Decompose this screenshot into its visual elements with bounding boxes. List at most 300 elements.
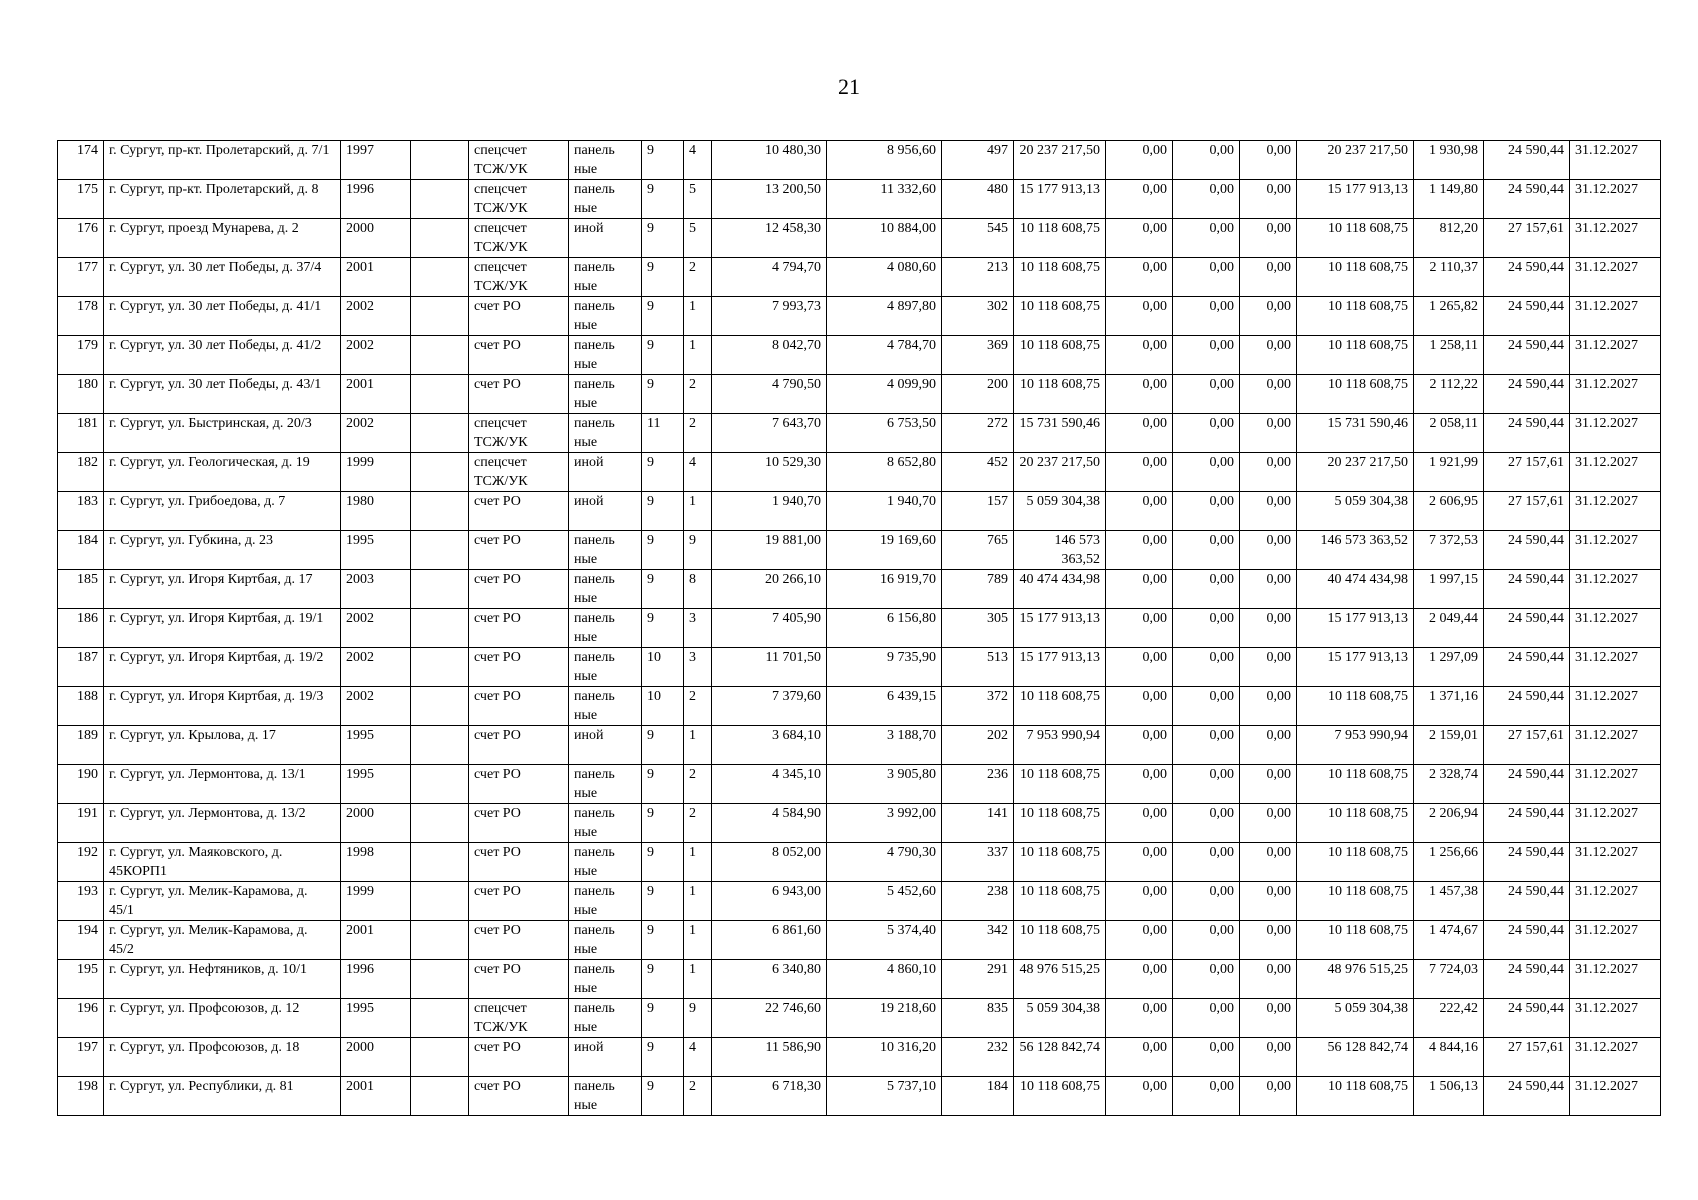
row-number-cell: 180 — [58, 375, 104, 414]
funding-1-cell: 0,00 — [1106, 1038, 1173, 1077]
unit-cost-cell: 1 256,66 — [1414, 843, 1484, 882]
deadline-cell: 31.12.2027 — [1570, 765, 1661, 804]
row-number-cell: 189 — [58, 726, 104, 765]
address-cell: г. Сургут, ул. Губкина, д. 23 — [104, 531, 341, 570]
funding-1-cell: 0,00 — [1106, 336, 1173, 375]
total-cost-cell: 20 237 217,50 — [1014, 141, 1106, 180]
living-area-cell: 3 905,80 — [827, 765, 942, 804]
account-type-cell: счет РО — [469, 1038, 569, 1077]
empty-cell — [411, 960, 469, 999]
unit-cost-cell: 2 110,37 — [1414, 258, 1484, 297]
entrances-cell: 2 — [684, 687, 712, 726]
empty-cell — [411, 765, 469, 804]
max-cost-cell: 24 590,44 — [1484, 336, 1570, 375]
table-row — [58, 180, 1661, 219]
owners-cost-cell: 10 118 608,75 — [1297, 258, 1414, 297]
owners-cost-cell: 15 177 913,13 — [1297, 609, 1414, 648]
address-cell: г. Сургут, ул. Игоря Киртбая, д. 17 — [104, 570, 341, 609]
wall-material-cell: иной — [569, 492, 642, 531]
owners-cost-cell: 10 118 608,75 — [1297, 765, 1414, 804]
max-cost-cell: 24 590,44 — [1484, 882, 1570, 921]
unit-cost-cell: 1 997,15 — [1414, 570, 1484, 609]
funding-3-cell: 0,00 — [1240, 882, 1297, 921]
table-row — [58, 882, 1661, 921]
total-area-cell: 11 586,90 — [712, 1038, 827, 1077]
address-cell: г. Сургут, ул. Грибоедова, д. 7 — [104, 492, 341, 531]
account-type-cell: счет РО — [469, 804, 569, 843]
deadline-cell: 31.12.2027 — [1570, 531, 1661, 570]
address-cell: г. Сургут, ул. Мелик-Карамова, д. 45/2 — [104, 921, 341, 960]
funding-1-cell: 0,00 — [1106, 726, 1173, 765]
unit-cost-cell: 7 724,03 — [1414, 960, 1484, 999]
account-type-cell: спецсчет ТСЖ/УК — [469, 258, 569, 297]
empty-cell — [411, 414, 469, 453]
total-cost-cell: 146 573 363,52 — [1014, 531, 1106, 570]
unit-cost-cell: 2 328,74 — [1414, 765, 1484, 804]
funding-3-cell: 0,00 — [1240, 531, 1297, 570]
owners-cost-cell: 20 237 217,50 — [1297, 141, 1414, 180]
wall-material-cell: панель ные — [569, 336, 642, 375]
entrances-cell: 9 — [684, 999, 712, 1038]
entrances-cell: 2 — [684, 765, 712, 804]
owners-cost-cell: 40 474 434,98 — [1297, 570, 1414, 609]
floors-cell: 9 — [642, 297, 684, 336]
funding-2-cell: 0,00 — [1173, 492, 1240, 531]
wall-material-cell: панель ные — [569, 765, 642, 804]
floors-cell: 9 — [642, 765, 684, 804]
owners-cost-cell: 15 731 590,46 — [1297, 414, 1414, 453]
empty-cell — [411, 531, 469, 570]
total-area-cell: 1 940,70 — [712, 492, 827, 531]
account-type-cell: счет РО — [469, 726, 569, 765]
total-area-cell: 6 861,60 — [712, 921, 827, 960]
total-cost-cell: 10 118 608,75 — [1014, 297, 1106, 336]
table-row — [58, 1077, 1661, 1116]
entrances-cell: 1 — [684, 336, 712, 375]
deadline-cell: 31.12.2027 — [1570, 804, 1661, 843]
entrances-cell: 2 — [684, 258, 712, 297]
table-row — [58, 219, 1661, 258]
wall-material-cell: панель ные — [569, 960, 642, 999]
entrances-cell: 5 — [684, 219, 712, 258]
funding-3-cell: 0,00 — [1240, 219, 1297, 258]
funding-3-cell: 0,00 — [1240, 1038, 1297, 1077]
floors-cell: 9 — [642, 921, 684, 960]
funding-2-cell: 0,00 — [1173, 804, 1240, 843]
total-area-cell: 7 643,70 — [712, 414, 827, 453]
total-cost-cell: 10 118 608,75 — [1014, 1077, 1106, 1116]
residents-cell: 184 — [942, 1077, 1014, 1116]
table-row — [58, 843, 1661, 882]
unit-cost-cell: 1 474,67 — [1414, 921, 1484, 960]
empty-cell — [411, 1038, 469, 1077]
total-cost-cell: 10 118 608,75 — [1014, 687, 1106, 726]
entrances-cell: 1 — [684, 921, 712, 960]
funding-3-cell: 0,00 — [1240, 999, 1297, 1038]
max-cost-cell: 24 590,44 — [1484, 570, 1570, 609]
account-type-cell: счет РО — [469, 531, 569, 570]
empty-cell — [411, 180, 469, 219]
owners-cost-cell: 10 118 608,75 — [1297, 843, 1414, 882]
funding-2-cell: 0,00 — [1173, 648, 1240, 687]
max-cost-cell: 24 590,44 — [1484, 180, 1570, 219]
total-area-cell: 6 340,80 — [712, 960, 827, 999]
funding-2-cell: 0,00 — [1173, 336, 1240, 375]
unit-cost-cell: 1 265,82 — [1414, 297, 1484, 336]
empty-cell — [411, 375, 469, 414]
residents-cell: 200 — [942, 375, 1014, 414]
funding-1-cell: 0,00 — [1106, 960, 1173, 999]
owners-cost-cell: 10 118 608,75 — [1297, 375, 1414, 414]
funding-2-cell: 0,00 — [1173, 453, 1240, 492]
address-cell: г. Сургут, ул. Игоря Киртбая, д. 19/2 — [104, 648, 341, 687]
total-cost-cell: 5 059 304,38 — [1014, 492, 1106, 531]
row-number-cell: 186 — [58, 609, 104, 648]
funding-2-cell: 0,00 — [1173, 882, 1240, 921]
empty-cell — [411, 648, 469, 687]
row-number-cell: 179 — [58, 336, 104, 375]
total-area-cell: 4 345,10 — [712, 765, 827, 804]
funding-1-cell: 0,00 — [1106, 882, 1173, 921]
funding-3-cell: 0,00 — [1240, 921, 1297, 960]
year-cell: 2001 — [341, 258, 411, 297]
max-cost-cell: 24 590,44 — [1484, 960, 1570, 999]
total-area-cell: 10 529,30 — [712, 453, 827, 492]
wall-material-cell: панель ные — [569, 921, 642, 960]
funding-1-cell: 0,00 — [1106, 570, 1173, 609]
max-cost-cell: 27 157,61 — [1484, 492, 1570, 531]
row-number-cell: 185 — [58, 570, 104, 609]
table-row — [58, 687, 1661, 726]
living-area-cell: 6 156,80 — [827, 609, 942, 648]
account-type-cell: счет РО — [469, 765, 569, 804]
address-cell: г. Сургут, ул. Мелик-Карамова, д. 45/1 — [104, 882, 341, 921]
funding-2-cell: 0,00 — [1173, 258, 1240, 297]
table-row — [58, 804, 1661, 843]
row-number-cell: 198 — [58, 1077, 104, 1116]
table-row — [58, 648, 1661, 687]
floors-cell: 9 — [642, 336, 684, 375]
unit-cost-cell: 1 149,80 — [1414, 180, 1484, 219]
table-row — [58, 609, 1661, 648]
floors-cell: 9 — [642, 141, 684, 180]
max-cost-cell: 24 590,44 — [1484, 1077, 1570, 1116]
year-cell: 1997 — [341, 141, 411, 180]
living-area-cell: 4 790,30 — [827, 843, 942, 882]
residents-cell: 497 — [942, 141, 1014, 180]
account-type-cell: счет РО — [469, 648, 569, 687]
residents-cell: 302 — [942, 297, 1014, 336]
funding-3-cell: 0,00 — [1240, 258, 1297, 297]
account-type-cell: счет РО — [469, 843, 569, 882]
address-cell: г. Сургут, ул. Крылова, д. 17 — [104, 726, 341, 765]
residents-cell: 272 — [942, 414, 1014, 453]
owners-cost-cell: 10 118 608,75 — [1297, 336, 1414, 375]
owners-cost-cell: 5 059 304,38 — [1297, 999, 1414, 1038]
living-area-cell: 5 452,60 — [827, 882, 942, 921]
living-area-cell: 19 169,60 — [827, 531, 942, 570]
floors-cell: 11 — [642, 414, 684, 453]
total-area-cell: 6 943,00 — [712, 882, 827, 921]
residents-cell: 202 — [942, 726, 1014, 765]
funding-2-cell: 0,00 — [1173, 960, 1240, 999]
floors-cell: 9 — [642, 258, 684, 297]
table-row — [58, 999, 1661, 1038]
funding-1-cell: 0,00 — [1106, 843, 1173, 882]
year-cell: 2000 — [341, 1038, 411, 1077]
year-cell: 2002 — [341, 297, 411, 336]
max-cost-cell: 24 590,44 — [1484, 258, 1570, 297]
funding-2-cell: 0,00 — [1173, 141, 1240, 180]
empty-cell — [411, 1077, 469, 1116]
max-cost-cell: 24 590,44 — [1484, 609, 1570, 648]
table-row — [58, 141, 1661, 180]
deadline-cell: 31.12.2027 — [1570, 921, 1661, 960]
row-number-cell: 181 — [58, 414, 104, 453]
year-cell: 1995 — [341, 726, 411, 765]
residents-cell: 452 — [942, 453, 1014, 492]
account-type-cell: счет РО — [469, 609, 569, 648]
funding-1-cell: 0,00 — [1106, 141, 1173, 180]
floors-cell: 9 — [642, 882, 684, 921]
account-type-cell: спецсчет ТСЖ/УК — [469, 453, 569, 492]
funding-3-cell: 0,00 — [1240, 141, 1297, 180]
row-number-cell: 187 — [58, 648, 104, 687]
funding-1-cell: 0,00 — [1106, 648, 1173, 687]
living-area-cell: 10 884,00 — [827, 219, 942, 258]
address-cell: г. Сургут, ул. Геологическая, д. 19 — [104, 453, 341, 492]
account-type-cell: счет РО — [469, 687, 569, 726]
table-row — [58, 1038, 1661, 1077]
year-cell: 2001 — [341, 375, 411, 414]
residents-cell: 513 — [942, 648, 1014, 687]
residents-cell: 305 — [942, 609, 1014, 648]
year-cell: 1996 — [341, 960, 411, 999]
total-area-cell: 19 881,00 — [712, 531, 827, 570]
deadline-cell: 31.12.2027 — [1570, 297, 1661, 336]
max-cost-cell: 24 590,44 — [1484, 999, 1570, 1038]
year-cell: 2002 — [341, 648, 411, 687]
entrances-cell: 8 — [684, 570, 712, 609]
max-cost-cell: 24 590,44 — [1484, 843, 1570, 882]
entrances-cell: 2 — [684, 804, 712, 843]
empty-cell — [411, 297, 469, 336]
entrances-cell: 1 — [684, 492, 712, 531]
deadline-cell: 31.12.2027 — [1570, 219, 1661, 258]
row-number-cell: 175 — [58, 180, 104, 219]
year-cell: 2002 — [341, 414, 411, 453]
funding-2-cell: 0,00 — [1173, 531, 1240, 570]
funding-2-cell: 0,00 — [1173, 726, 1240, 765]
funding-1-cell: 0,00 — [1106, 297, 1173, 336]
table-row — [58, 492, 1661, 531]
address-cell: г. Сургут, ул. 30 лет Победы, д. 37/4 — [104, 258, 341, 297]
empty-cell — [411, 219, 469, 258]
deadline-cell: 31.12.2027 — [1570, 843, 1661, 882]
total-area-cell: 4 584,90 — [712, 804, 827, 843]
total-cost-cell: 10 118 608,75 — [1014, 804, 1106, 843]
year-cell: 2002 — [341, 336, 411, 375]
funding-3-cell: 0,00 — [1240, 609, 1297, 648]
deadline-cell: 31.12.2027 — [1570, 414, 1661, 453]
total-area-cell: 4 790,50 — [712, 375, 827, 414]
row-number-cell: 188 — [58, 687, 104, 726]
funding-3-cell: 0,00 — [1240, 1077, 1297, 1116]
max-cost-cell: 24 590,44 — [1484, 921, 1570, 960]
total-cost-cell: 15 177 913,13 — [1014, 609, 1106, 648]
residents-cell: 291 — [942, 960, 1014, 999]
address-cell: г. Сургут, пр-кт. Пролетарский, д. 8 — [104, 180, 341, 219]
unit-cost-cell: 222,42 — [1414, 999, 1484, 1038]
residents-cell: 342 — [942, 921, 1014, 960]
total-area-cell: 3 684,10 — [712, 726, 827, 765]
funding-3-cell: 0,00 — [1240, 492, 1297, 531]
row-number-cell: 174 — [58, 141, 104, 180]
funding-3-cell: 0,00 — [1240, 570, 1297, 609]
year-cell: 2002 — [341, 687, 411, 726]
funding-3-cell: 0,00 — [1240, 414, 1297, 453]
wall-material-cell: панель ные — [569, 804, 642, 843]
owners-cost-cell: 10 118 608,75 — [1297, 687, 1414, 726]
entrances-cell: 1 — [684, 960, 712, 999]
wall-material-cell: иной — [569, 726, 642, 765]
funding-3-cell: 0,00 — [1240, 648, 1297, 687]
living-area-cell: 9 735,90 — [827, 648, 942, 687]
funding-1-cell: 0,00 — [1106, 453, 1173, 492]
floors-cell: 9 — [642, 453, 684, 492]
floors-cell: 9 — [642, 570, 684, 609]
unit-cost-cell: 7 372,53 — [1414, 531, 1484, 570]
empty-cell — [411, 453, 469, 492]
table-row — [58, 570, 1661, 609]
total-cost-cell: 5 059 304,38 — [1014, 999, 1106, 1038]
residents-cell: 213 — [942, 258, 1014, 297]
address-cell: г. Сургут, пр-кт. Пролетарский, д. 7/1 — [104, 141, 341, 180]
deadline-cell: 31.12.2027 — [1570, 492, 1661, 531]
deadline-cell: 31.12.2027 — [1570, 687, 1661, 726]
year-cell: 1980 — [341, 492, 411, 531]
wall-material-cell: иной — [569, 1038, 642, 1077]
floors-cell: 9 — [642, 999, 684, 1038]
living-area-cell: 4 897,80 — [827, 297, 942, 336]
floors-cell: 9 — [642, 609, 684, 648]
total-area-cell: 7 405,90 — [712, 609, 827, 648]
account-type-cell: спецсчет ТСЖ/УК — [469, 999, 569, 1038]
residents-cell: 141 — [942, 804, 1014, 843]
wall-material-cell: панель ные — [569, 375, 642, 414]
address-cell: г. Сургут, ул. Профсоюзов, д. 12 — [104, 999, 341, 1038]
empty-cell — [411, 492, 469, 531]
empty-cell — [411, 843, 469, 882]
entrances-cell: 2 — [684, 414, 712, 453]
unit-cost-cell: 2 112,22 — [1414, 375, 1484, 414]
funding-2-cell: 0,00 — [1173, 570, 1240, 609]
unit-cost-cell: 2 058,11 — [1414, 414, 1484, 453]
unit-cost-cell: 1 371,16 — [1414, 687, 1484, 726]
living-area-cell: 5 374,40 — [827, 921, 942, 960]
owners-cost-cell: 10 118 608,75 — [1297, 1077, 1414, 1116]
empty-cell — [411, 882, 469, 921]
wall-material-cell: панель ные — [569, 414, 642, 453]
empty-cell — [411, 999, 469, 1038]
address-cell: г. Сургут, ул. Лермонтова, д. 13/1 — [104, 765, 341, 804]
residents-cell: 372 — [942, 687, 1014, 726]
empty-cell — [411, 141, 469, 180]
funding-3-cell: 0,00 — [1240, 297, 1297, 336]
row-number-cell: 177 — [58, 258, 104, 297]
address-cell: г. Сургут, ул. 30 лет Победы, д. 43/1 — [104, 375, 341, 414]
living-area-cell: 3 992,00 — [827, 804, 942, 843]
living-area-cell: 4 784,70 — [827, 336, 942, 375]
address-cell: г. Сургут, ул. Игоря Киртбая, д. 19/1 — [104, 609, 341, 648]
deadline-cell: 31.12.2027 — [1570, 336, 1661, 375]
year-cell: 1995 — [341, 531, 411, 570]
owners-cost-cell: 48 976 515,25 — [1297, 960, 1414, 999]
account-type-cell: счет РО — [469, 960, 569, 999]
total-area-cell: 7 993,73 — [712, 297, 827, 336]
row-number-cell: 176 — [58, 219, 104, 258]
total-cost-cell: 10 118 608,75 — [1014, 375, 1106, 414]
account-type-cell: счет РО — [469, 882, 569, 921]
residents-cell: 765 — [942, 531, 1014, 570]
table-row — [58, 297, 1661, 336]
wall-material-cell: панель ные — [569, 843, 642, 882]
total-area-cell: 20 266,10 — [712, 570, 827, 609]
row-number-cell: 197 — [58, 1038, 104, 1077]
funding-2-cell: 0,00 — [1173, 219, 1240, 258]
funding-3-cell: 0,00 — [1240, 375, 1297, 414]
deadline-cell: 31.12.2027 — [1570, 180, 1661, 219]
total-area-cell: 22 746,60 — [712, 999, 827, 1038]
funding-3-cell: 0,00 — [1240, 804, 1297, 843]
address-cell: г. Сургут, ул. Республики, д. 81 — [104, 1077, 341, 1116]
table-row — [58, 336, 1661, 375]
residents-cell: 545 — [942, 219, 1014, 258]
total-cost-cell: 15 177 913,13 — [1014, 648, 1106, 687]
page-number: 21 — [838, 74, 860, 99]
account-type-cell: спецсчет ТСЖ/УК — [469, 219, 569, 258]
owners-cost-cell: 56 128 842,74 — [1297, 1038, 1414, 1077]
address-cell: г. Сургут, ул. Нефтяников, д. 10/1 — [104, 960, 341, 999]
year-cell: 2001 — [341, 921, 411, 960]
unit-cost-cell: 2 049,44 — [1414, 609, 1484, 648]
deadline-cell: 31.12.2027 — [1570, 570, 1661, 609]
max-cost-cell: 27 157,61 — [1484, 453, 1570, 492]
entrances-cell: 3 — [684, 648, 712, 687]
entrances-cell: 4 — [684, 141, 712, 180]
owners-cost-cell: 15 177 913,13 — [1297, 180, 1414, 219]
total-cost-cell: 15 177 913,13 — [1014, 180, 1106, 219]
living-area-cell: 11 332,60 — [827, 180, 942, 219]
address-cell: г. Сургут, ул. Быстринская, д. 20/3 — [104, 414, 341, 453]
total-cost-cell: 10 118 608,75 — [1014, 843, 1106, 882]
funding-1-cell: 0,00 — [1106, 492, 1173, 531]
unit-cost-cell: 2 159,01 — [1414, 726, 1484, 765]
address-cell: г. Сургут, ул. Маяковского, д. 45КОРП1 — [104, 843, 341, 882]
year-cell: 1995 — [341, 765, 411, 804]
floors-cell: 9 — [642, 1038, 684, 1077]
wall-material-cell: иной — [569, 219, 642, 258]
unit-cost-cell: 1 258,11 — [1414, 336, 1484, 375]
wall-material-cell: панель ные — [569, 141, 642, 180]
total-area-cell: 8 052,00 — [712, 843, 827, 882]
unit-cost-cell: 2 606,95 — [1414, 492, 1484, 531]
houses-table — [57, 140, 1661, 1116]
max-cost-cell: 24 590,44 — [1484, 687, 1570, 726]
deadline-cell: 31.12.2027 — [1570, 258, 1661, 297]
address-cell: г. Сургут, ул. Профсоюзов, д. 18 — [104, 1038, 341, 1077]
total-area-cell: 6 718,30 — [712, 1077, 827, 1116]
